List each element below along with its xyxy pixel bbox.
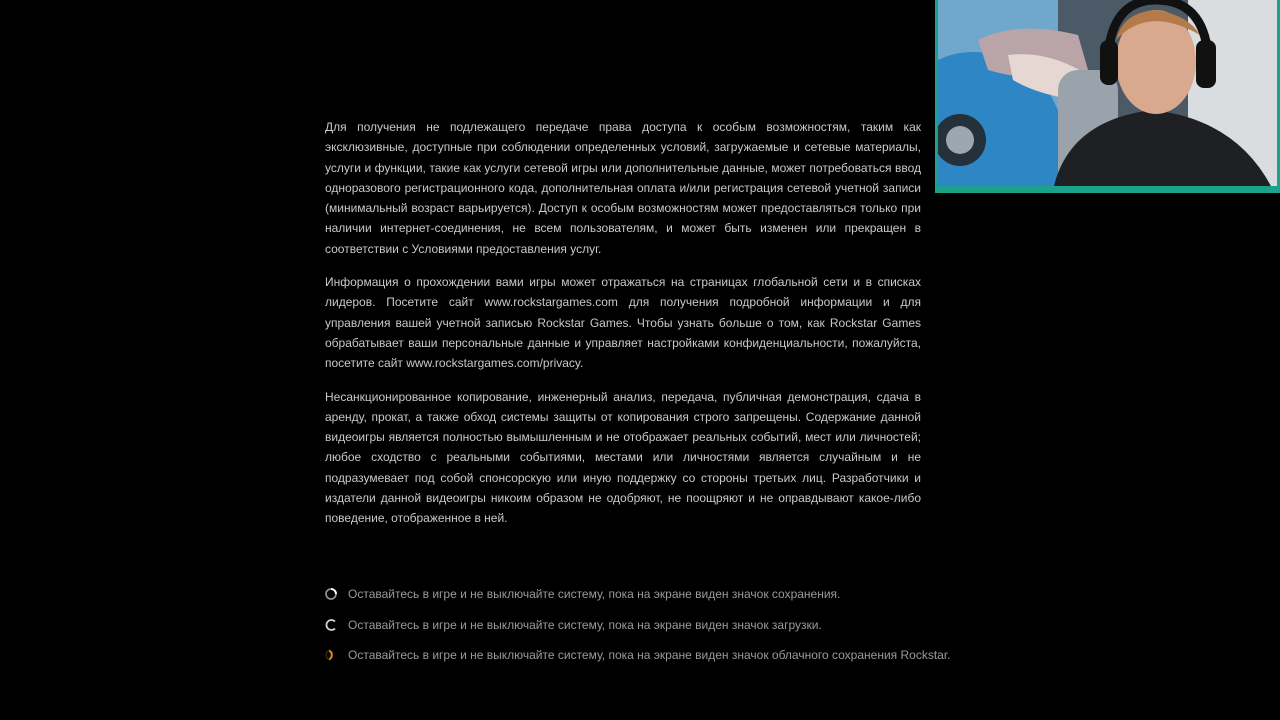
save-spinner-icon [325, 588, 337, 600]
legal-paragraph-online-features: Для получения не подлежащего передаче права доступа к особым возможностям, таким как эксклюзивные, доступные при соблюдении определенных условий, загружаемые и сетевые материалы, услуги и функции, такие как услуги сетевой игры или дополнительные данные, может потребоваться ввод одноразового регистрационного кода, дополнительная оплата и/или регистрация сетевой учетной записи (минимальный возраст варьируется). Доступ к особым возможностям может предоставляться только при наличии интернет-соединения, не всем пользователям, и может быть изменен или прекращен в соответствии с Условиями предоставления услуг. [325, 120, 921, 256]
notice-cloud-save-text: Оставайтесь в игре и не выключайте систему, пока на экране виден значок облачного сохранения Rockstar. [348, 648, 951, 662]
save-notices-list [325, 584, 951, 676]
loading-spinner-icon [325, 619, 337, 631]
notice-save [325, 584, 945, 604]
notice-save-text: Оставайтесь в игре и не выключайте систему, пока на экране виден значок сохранения. [348, 587, 841, 601]
legal-paragraph-privacy: Информация о прохождении вами игры может отражаться на страницах глобальной сети и в списках лидеров. Посетите сайт www.rockstargames.com для получения подробной информации и для управления вашей учетной записью Rockstar Games. Чтобы узнать больше о том, как Rockstar Games обрабатывает ваши персональные данные и управляет настройками конфиденциальности, пожалуйста, посетите сайт www.rockstargames.com/privacy. [325, 275, 921, 371]
webcam-overlay [935, 0, 1280, 193]
notice-cloud-save [325, 645, 951, 665]
cloud-save-spinner-icon [325, 649, 337, 661]
webcam-video-image [938, 0, 1277, 190]
legal-paragraph-copyright: Несанкционированное копирование, инженерный анализ, передача, публичная демонстрация, сдача в аренду, прокат, а также обход системы защиты от копирования строго запрещены. Содержание данной видеоигры является полностью вымышленным и не отображает реальных событий, мест или личностей; любое сходство с реальными событиями, местами или личностями является случайным и не подразумевает под собой спонсорскую или иную поддержку со стороны третьих лиц. Разработчики и издатели данной видеоигры никоим образом не одобряют, не поощряют и не оправдывают какое-либо поведение, отображенное в ней. [325, 389, 921, 526]
notice-loading [325, 615, 945, 635]
notice-loading-text: Оставайтесь в игре и не выключайте систему, пока на экране виден значок загрузки. [348, 617, 822, 632]
legal-text-block [325, 117, 921, 542]
